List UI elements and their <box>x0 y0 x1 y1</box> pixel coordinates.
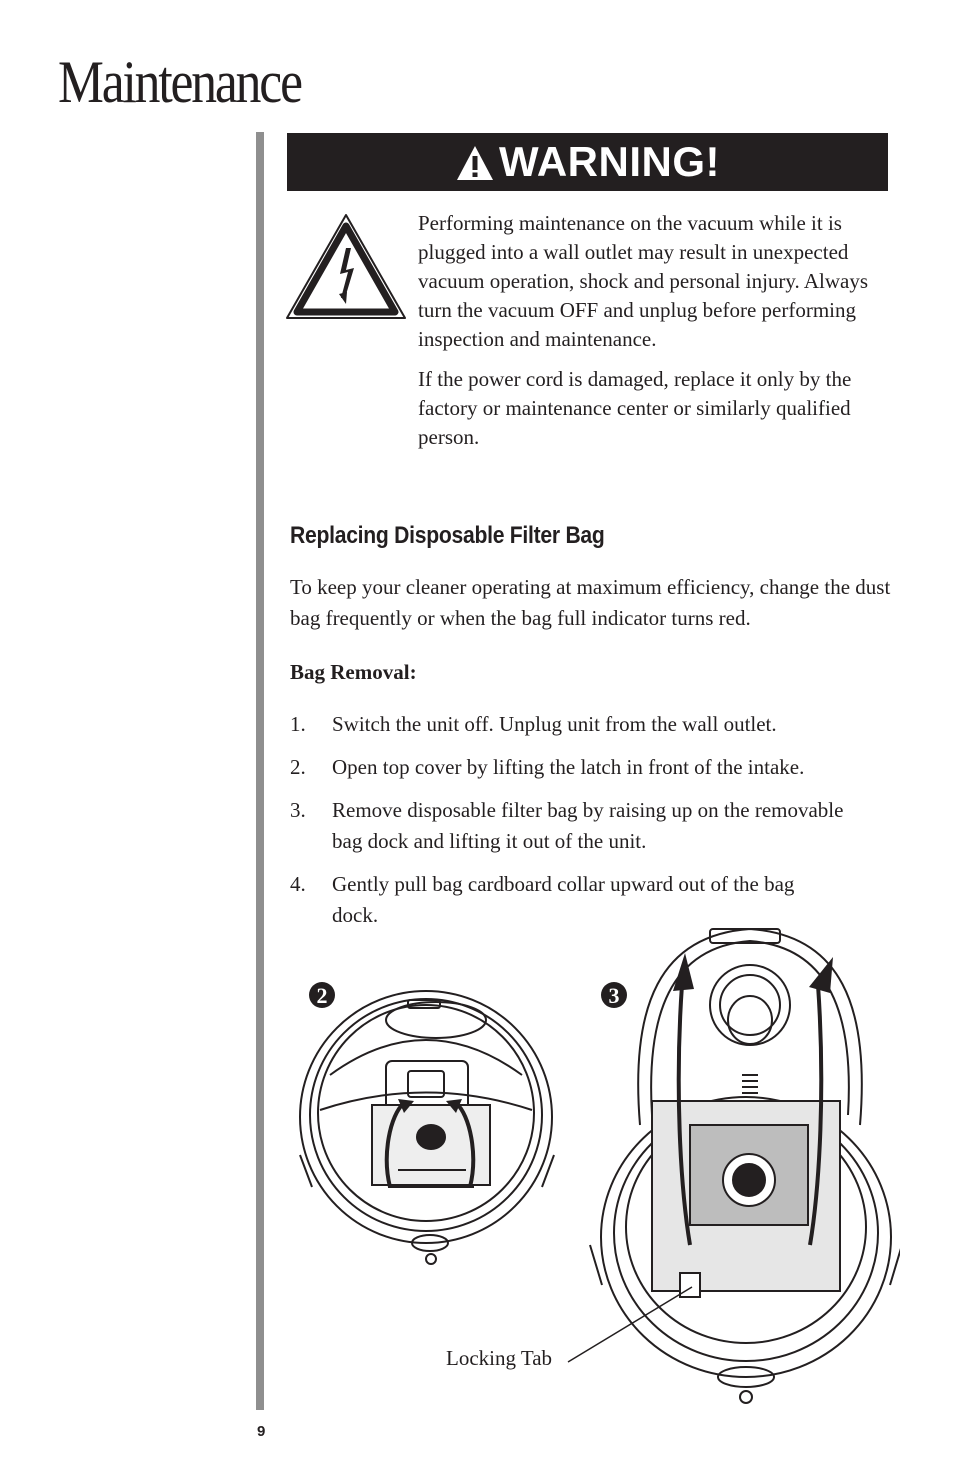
step-number: 3. <box>290 798 306 822</box>
vacuum-illustration <box>290 925 900 1410</box>
step-text: Remove disposable filter bag by raising up on the removable bag dock and lifting it out of the unit. <box>332 798 844 853</box>
warning-text <box>418 209 888 463</box>
warning-label: WARNING! <box>499 138 720 185</box>
page-number: 9 <box>257 1423 266 1440</box>
electrical-hazard-icon <box>284 212 408 322</box>
step-text: Gently pull bag cardboard collar upward out of the bag dock. <box>332 872 795 927</box>
list-item <box>290 795 900 857</box>
section-intro: To keep your cleaner operating at maximum efficiency, change the dust bag frequently or when the bag full indicator turns red. <box>290 575 891 630</box>
warning-paragraph: If the power cord is damaged, replace it only by the factory or maintenance center or similarly qualified person. <box>418 367 852 449</box>
subheading: Bag Removal: <box>290 660 417 684</box>
list-item <box>290 709 900 740</box>
step-text: Open top cover by lifting the latch in front of the intake. <box>332 755 805 779</box>
step-number: 1. <box>290 712 306 736</box>
section-title: Replacing Disposable Filter Bag <box>290 522 605 549</box>
side-rule <box>256 132 264 1410</box>
step-badge-3-label: 3 <box>608 983 620 1008</box>
list-item <box>290 752 900 783</box>
locking-tab-callout: Locking Tab <box>446 1346 553 1370</box>
warning-banner <box>287 133 888 191</box>
step-number: 4. <box>290 872 306 896</box>
step-text: Switch the unit off. Unplug unit from the wall outlet. <box>332 712 777 736</box>
warning-paragraph: Performing maintenance on the vacuum while it is plugged into a wall outlet may result in unexpected vacuum operation, shock and personal injury. Always turn the vacuum OFF and unplug before performing inspection and maintenance. <box>418 211 869 351</box>
step-badge-2-label: 2 <box>316 983 328 1008</box>
step-number: 2. <box>290 755 306 779</box>
vacuum-open-cover-drawing <box>300 991 554 1264</box>
list-item <box>290 869 900 931</box>
vacuum-bag-dock-drawing <box>590 929 900 1403</box>
page-title: Maintenance <box>58 49 301 115</box>
warning-triangle-icon <box>455 144 495 182</box>
steps-list <box>290 709 900 943</box>
